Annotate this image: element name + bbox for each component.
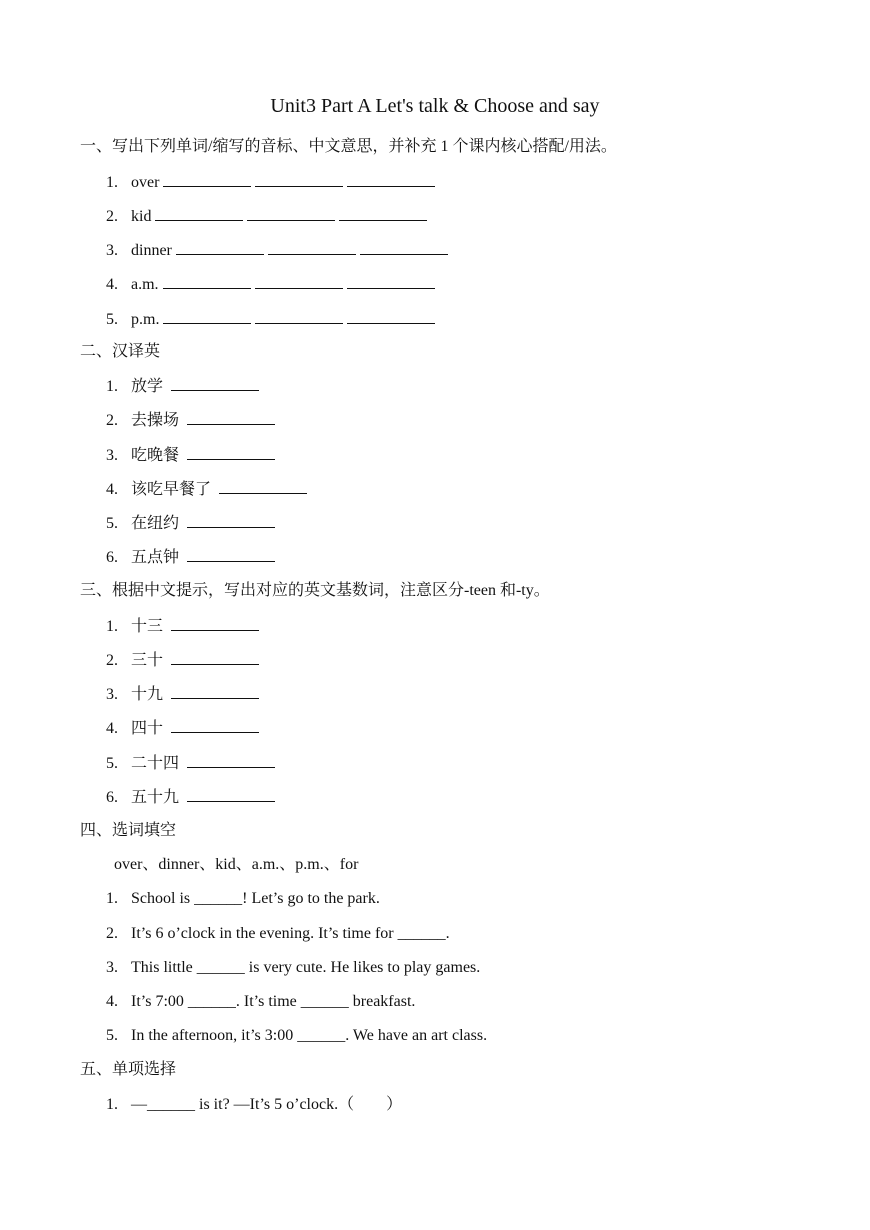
item-number: 1. [106, 174, 118, 191]
item-number: 1. [106, 378, 118, 395]
item-number: 6. [106, 549, 118, 566]
answer-blank[interactable] [176, 240, 264, 255]
item-number: 3. [106, 242, 118, 259]
item-number: 1. [106, 890, 118, 907]
answer-blank[interactable] [339, 206, 427, 221]
section-5-heading: 五、单项选择 [80, 1061, 177, 1078]
list-item [106, 718, 259, 739]
item-number: 5. [106, 755, 118, 772]
item-number: 4. [106, 276, 118, 293]
answer-blank[interactable] [163, 172, 251, 187]
item-number: 6. [106, 789, 118, 806]
list-item [106, 410, 275, 431]
item-text: 吃晚餐 [131, 447, 180, 464]
list-item [106, 445, 275, 466]
item-text: School is ______! Let’s go to the park. [131, 890, 380, 907]
answer-blank[interactable] [360, 240, 448, 255]
list-item [106, 924, 450, 944]
list-item [106, 513, 275, 534]
list-item [106, 206, 427, 227]
answer-blank[interactable] [163, 274, 251, 289]
item-number: 2. [106, 925, 118, 942]
item-text: It’s 7:00 ______. It’s time ______ breakfast. [131, 993, 416, 1010]
list-item [106, 787, 275, 808]
answer-blank[interactable] [187, 787, 275, 802]
answer-blank[interactable] [219, 479, 307, 494]
item-number: 5. [106, 311, 118, 328]
answer-blank[interactable] [171, 684, 259, 699]
worksheet-title: Unit3 Part A Let's talk & Choose and say [270, 95, 600, 117]
item-number: 4. [106, 481, 118, 498]
item-number: 1. [106, 1096, 118, 1113]
item-number: 3. [106, 959, 118, 976]
item-text: a.m. [131, 276, 159, 293]
section-1-heading: 一、写出下列单词/缩写的音标、中文意思，并补充 1 个课内核心搭配/用法。 [80, 138, 617, 155]
item-text: 去操场 [131, 412, 180, 429]
answer-blank[interactable] [187, 753, 275, 768]
answer-blank[interactable] [347, 274, 435, 289]
list-item [106, 958, 480, 978]
answer-blank[interactable] [255, 172, 343, 187]
answer-blank[interactable] [247, 206, 335, 221]
answer-blank[interactable] [255, 309, 343, 324]
item-text: This little ______ is very cute. He likes to play games. [131, 959, 481, 976]
item-number: 3. [106, 447, 118, 464]
list-item [106, 1026, 487, 1046]
word-bank: over、dinner、kid、a.m.、p.m.、for [114, 856, 359, 873]
item-number: 2. [106, 412, 118, 429]
list-item [106, 889, 380, 909]
item-text: dinner [131, 242, 172, 259]
item-text: 五十九 [131, 789, 180, 806]
answer-blank[interactable] [171, 718, 259, 733]
list-item [106, 274, 435, 295]
list-item [106, 1095, 402, 1115]
answer-blank[interactable] [187, 513, 275, 528]
list-item [106, 616, 259, 637]
item-text: p.m. [131, 311, 160, 328]
answer-blank[interactable] [171, 616, 259, 631]
answer-blank[interactable] [171, 650, 259, 665]
list-item [106, 992, 415, 1012]
item-text: over [131, 174, 160, 191]
item-number: 4. [106, 993, 118, 1010]
item-text: In the afternoon, it’s 3:00 ______. We have an art class. [131, 1027, 488, 1044]
answer-blank[interactable] [187, 445, 275, 460]
list-item [106, 309, 435, 330]
list-item [106, 479, 307, 500]
item-number: 5. [106, 515, 118, 532]
item-number: 1. [106, 618, 118, 635]
item-text: 在纽约 [131, 515, 180, 532]
item-text: 四十 [131, 720, 164, 737]
item-text: kid [131, 208, 152, 225]
item-text: 该吃早餐了 [131, 481, 212, 498]
list-item [106, 376, 259, 397]
section-3-heading: 三、根据中文提示，写出对应的英文基数词，注意区分-teen 和-ty。 [80, 582, 550, 599]
answer-blank[interactable] [187, 547, 275, 562]
item-number: 4. [106, 720, 118, 737]
answer-blank[interactable] [347, 172, 435, 187]
item-number: 2. [106, 208, 118, 225]
list-item [106, 753, 275, 774]
section-4-heading: 四、选词填空 [80, 822, 177, 839]
answer-blank[interactable] [268, 240, 356, 255]
list-item [106, 547, 275, 568]
answer-blank[interactable] [163, 309, 251, 324]
answer-blank[interactable] [347, 309, 435, 324]
item-number: 5. [106, 1027, 118, 1044]
item-text: 十三 [131, 618, 164, 635]
item-text: 十九 [131, 686, 164, 703]
list-item [106, 684, 259, 705]
list-item [106, 172, 435, 193]
item-text: 放学 [131, 378, 164, 395]
answer-blank[interactable] [255, 274, 343, 289]
item-number: 3. [106, 686, 118, 703]
list-item [106, 240, 448, 261]
item-text: 五点钟 [131, 549, 180, 566]
item-text: It’s 6 o’clock in the evening. It’s time for ______. [131, 925, 450, 942]
item-text: 三十 [131, 652, 164, 669]
item-number: 2. [106, 652, 118, 669]
answer-blank[interactable] [155, 206, 243, 221]
item-text: 二十四 [131, 755, 180, 772]
answer-blank[interactable] [187, 410, 275, 425]
item-text: —______ is it? —It’s 5 o’clock.（ ） [131, 1096, 403, 1113]
section-2-heading: 二、汉译英 [80, 343, 161, 360]
answer-blank[interactable] [171, 376, 259, 391]
list-item [106, 650, 259, 671]
